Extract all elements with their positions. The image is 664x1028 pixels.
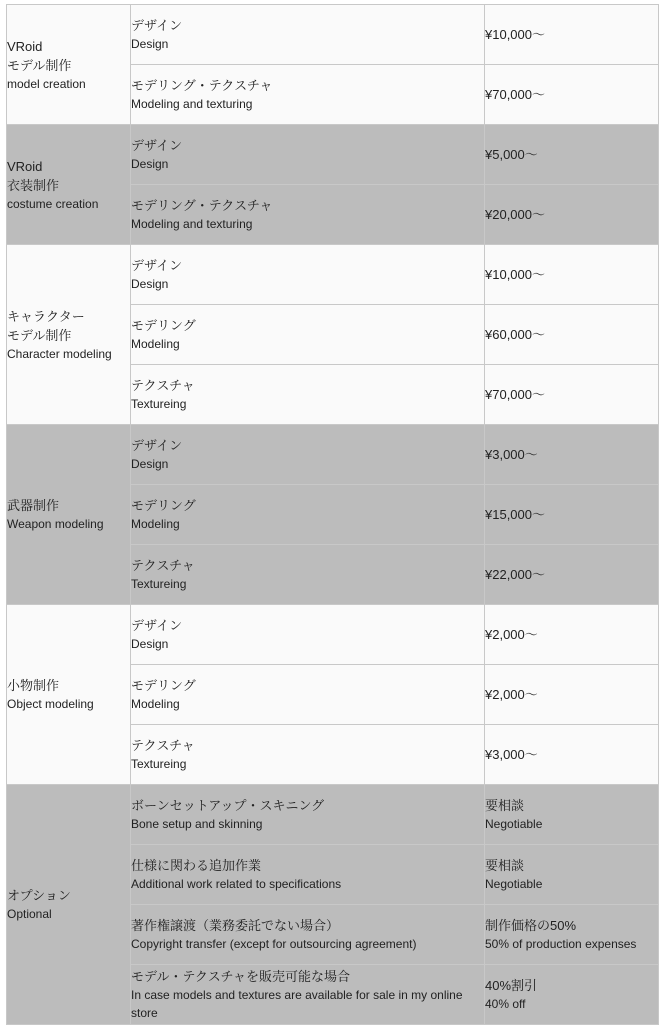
price-value: ¥10,000～ [485,27,545,42]
price-cell [485,425,659,485]
service-en: Design [131,637,169,651]
price-value: ¥5,000～ [485,147,538,162]
service-jp: 仕様に関わる追加作業 [131,858,262,873]
service-jp: 著作権譲渡（業務委託でない場合） [131,918,340,933]
price-cell [485,245,659,305]
price-cell [485,905,659,965]
price-cell [485,545,659,605]
service-jp: テクスチャ [131,558,195,573]
category-line: 小物制作 [7,678,60,693]
service-en: Modeling [131,337,180,351]
category-line: モデル制作 [7,57,72,73]
service-jp: テクスチャ [131,738,195,753]
service-en: Modeling [131,697,180,711]
price-value: ¥60,000～ [485,327,545,342]
service-jp: モデリング [131,498,196,513]
category-line: Weapon modeling [7,517,104,531]
category-line: モデル制作 [7,327,72,343]
service-cell [131,605,485,665]
category-cell [7,425,131,605]
category-cell [7,5,131,125]
service-jp: デザイン [131,618,183,633]
service-cell [131,245,485,305]
service-en: Design [131,457,169,471]
price-cell [485,305,659,365]
service-cell [131,5,485,65]
price-cell [485,965,659,1025]
service-en: In case models and textures are available for sale in my online store [131,988,463,1020]
service-cell [131,965,485,1025]
price-cell [485,365,659,425]
service-en: Design [131,277,169,291]
service-jp: モデリング・テクスチャ [131,78,273,93]
price-value: ¥20,000～ [485,207,545,222]
price-en: Negotiable [485,817,543,831]
price-cell [485,665,659,725]
price-cell [485,65,659,125]
price-value: ¥22,000～ [485,567,545,582]
service-en: Textureing [131,577,187,591]
price-value: ¥2,000～ [485,687,538,702]
price-jp: 制作価格の50% [485,918,577,933]
category-cell [7,605,131,785]
category-line: model creation [7,76,86,91]
service-en: Design [131,37,169,51]
service-cell [131,485,485,545]
service-cell [131,185,485,245]
table-row [7,785,659,845]
service-cell [131,65,485,125]
service-en: Textureing [131,757,187,771]
service-en: Design [131,157,169,171]
service-en: Copyright transfer (except for outsourcing agreement) [131,937,417,951]
price-value: ¥10,000～ [485,267,545,282]
price-value: ¥70,000～ [485,387,545,402]
category-cell [7,125,131,245]
price-value: ¥3,000～ [485,447,538,462]
category-line: 衣装制作 [7,177,60,193]
service-jp: ボーンセットアップ・スキニング [131,798,325,813]
price-en: 50% of production expenses [485,937,637,951]
service-jp: デザイン [131,18,183,33]
service-en: Textureing [131,397,187,411]
category-cell [7,785,131,1025]
category-line: Character modeling [7,346,112,361]
service-jp: デザイン [131,138,183,153]
category-line: キャラクター [7,308,85,324]
price-value: ¥2,000～ [485,627,538,642]
category-line: VRoid [7,38,43,54]
price-cell [485,845,659,905]
category-line: costume creation [7,196,99,211]
service-cell [131,665,485,725]
table-row [7,425,659,485]
table-row [7,125,659,185]
price-table [6,4,659,1025]
service-cell [131,785,485,845]
price-jp: 要相談 [485,798,525,813]
price-value: ¥15,000～ [485,507,545,522]
category-line: Optional [7,907,52,921]
category-cell [7,245,131,425]
service-en: Additional work related to specifications [131,877,342,891]
price-cell [485,185,659,245]
category-line: オプション [7,888,71,903]
service-cell [131,545,485,605]
category-line: 武器制作 [7,498,60,513]
price-cell [485,725,659,785]
table-row [7,245,659,305]
service-en: Modeling and texturing [131,217,253,231]
service-jp: テクスチャ [131,378,195,393]
service-jp: デザイン [131,438,183,453]
price-en: 40% off [485,997,526,1011]
price-jp: 40%割引 [485,978,538,993]
service-cell [131,425,485,485]
table-row [7,5,659,65]
price-value: ¥3,000～ [485,747,538,762]
price-cell [485,785,659,845]
service-cell [131,845,485,905]
service-cell [131,725,485,785]
service-cell [131,125,485,185]
price-en: Negotiable [485,877,543,891]
table-row [7,605,659,665]
category-line: VRoid [7,158,43,174]
service-cell [131,305,485,365]
service-en: Bone setup and skinning [131,817,263,831]
price-value: ¥70,000～ [485,87,545,102]
price-cell [485,125,659,185]
price-jp: 要相談 [485,858,525,873]
service-jp: モデリング [131,678,196,693]
service-jp: モデル・テクスチャを販売可能な場合 [131,969,351,984]
service-jp: デザイン [131,258,183,273]
service-cell [131,905,485,965]
service-cell [131,365,485,425]
price-cell [485,5,659,65]
service-jp: モデリング・テクスチャ [131,198,273,213]
category-line: Object modeling [7,697,94,711]
price-cell [485,485,659,545]
price-cell [485,605,659,665]
service-en: Modeling [131,517,180,531]
service-en: Modeling and texturing [131,97,253,111]
service-jp: モデリング [131,318,196,333]
